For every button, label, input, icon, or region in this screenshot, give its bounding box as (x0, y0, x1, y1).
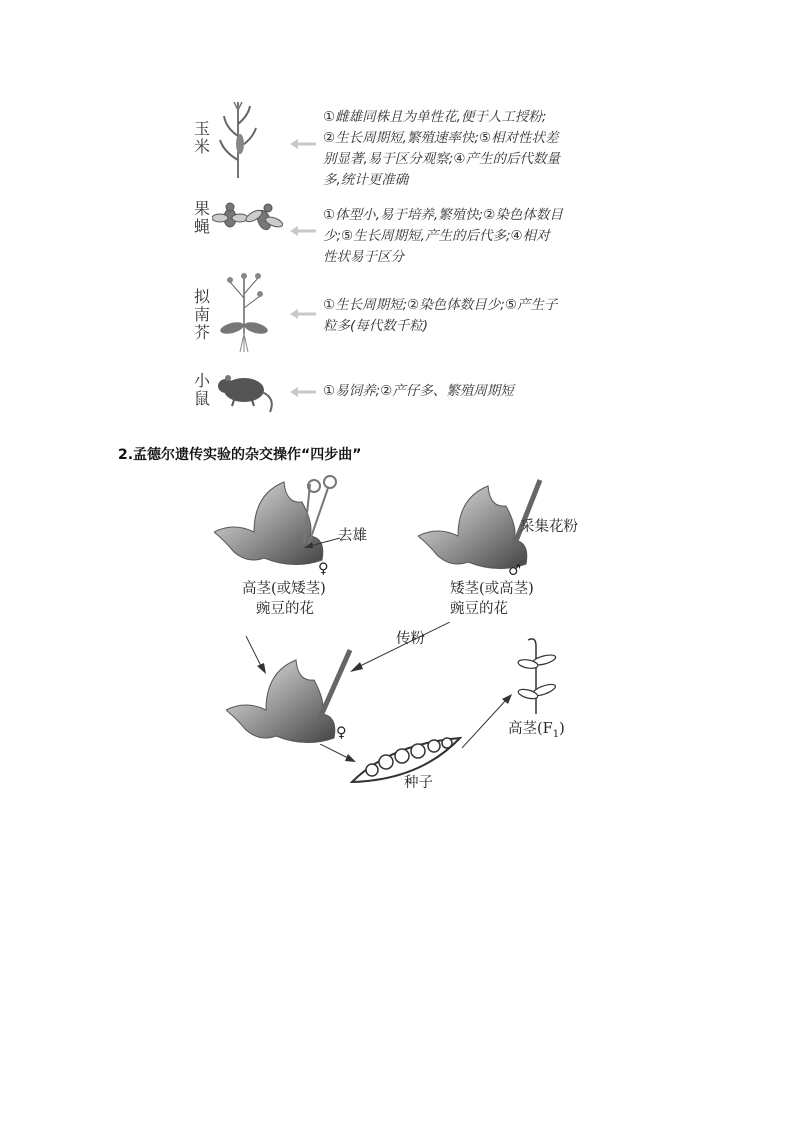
organism-name (190, 288, 214, 342)
arrow-left-icon (290, 386, 316, 398)
organism-description-line: 少;⑤生长周期短,产生的后代多;④相对 (323, 228, 550, 244)
pointer-arrow-icon (304, 534, 340, 550)
left-flower-caption-line2: 豌豆的花 (256, 601, 314, 617)
female-symbol: ♀ (318, 561, 329, 577)
pea-flower-emasculated-drawing (214, 474, 344, 574)
arrow-left-icon (290, 308, 316, 320)
pollinate-label: 传粉 (396, 631, 425, 647)
f1-label (508, 720, 565, 744)
organism-description-line: ①体型小,易于培养,繁殖快;②染色体数目 (323, 207, 563, 223)
organism-description (323, 107, 623, 191)
organism-name (190, 200, 214, 236)
arrow-left-icon (290, 138, 316, 150)
organism-description (323, 205, 623, 268)
organism-description-line: ①生长周期短;②染色体数目少;⑤产生子 (323, 297, 558, 313)
f1-label-close: ) (559, 721, 565, 737)
corn-plant-icon (218, 100, 258, 178)
organism-name-char: 果 (193, 199, 210, 218)
left-flower-caption-line1: 高茎(或矮茎) (242, 581, 326, 597)
organism-name-char: 玉 (193, 119, 210, 138)
organism-description-line: 别显著,易于区分观察;④产生的后代数量 (323, 151, 560, 167)
organism-description (323, 295, 623, 337)
fruit-fly-icon (212, 196, 288, 238)
organism-name-char: 蝇 (193, 217, 210, 236)
female-symbol-2: ♀ (336, 725, 347, 741)
seed-label: 种子 (404, 775, 433, 791)
organism-name-char: 拟 (193, 287, 210, 306)
right-flower-caption-line2: 豌豆的花 (450, 601, 508, 617)
organism-description-line: 性状易于区分 (323, 249, 404, 265)
organism-name (190, 372, 214, 408)
right-flower-caption-line1: 矮茎(或高茎) (450, 581, 534, 597)
arabidopsis-plant-icon (220, 268, 268, 352)
collect-pollen-label: 采集花粉 (520, 519, 578, 535)
organism-description-line: 粒多(每代数千粒) (323, 318, 429, 334)
organism-description-line: ②生长周期短,繁殖速率快;⑤相对性状差 (323, 130, 559, 146)
organism-description-line: ①雌雄同株且为单性花,便于人工授粉; (323, 109, 547, 125)
tall-pea-plant-drawing (514, 634, 560, 714)
organism-name-char: 鼠 (193, 389, 210, 408)
male-symbol: ♂ (508, 563, 521, 579)
organism-description (323, 381, 623, 402)
arrow-left-icon (290, 225, 316, 237)
organism-name-char: 小 (193, 371, 210, 390)
emasculate-label: 去雄 (338, 528, 367, 544)
f1-label-text: 高茎(F (508, 721, 553, 737)
mouse-icon (218, 368, 282, 416)
organism-name-char: 南 (193, 305, 210, 324)
to-f1-arrow-icon (462, 694, 512, 748)
organism-name-char: 芥 (193, 323, 210, 342)
organism-name-char: 米 (193, 137, 210, 156)
f1-subscript: 1 (552, 728, 560, 740)
organism-description-line: ①易饲养;②产仔多、繁殖周期短 (323, 383, 514, 399)
section-heading: 2.孟德尔遗传实验的杂交操作“四步曲” (118, 447, 362, 463)
organism-description-line: 多,统计更准确 (323, 172, 409, 188)
organism-name (190, 120, 214, 156)
